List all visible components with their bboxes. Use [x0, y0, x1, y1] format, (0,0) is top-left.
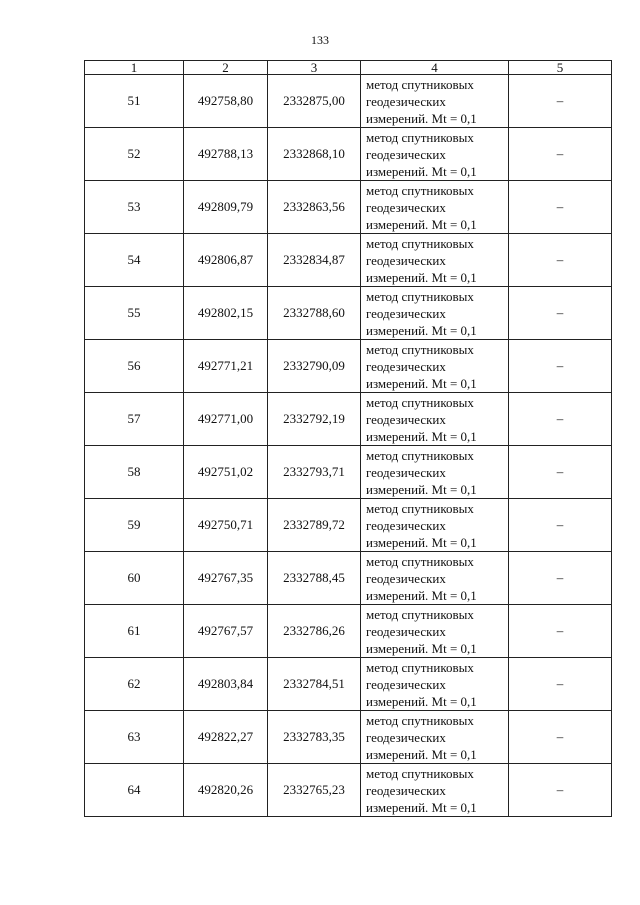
- method-line: геодезических: [366, 676, 446, 692]
- y-coordinate-cell: 2332788,45: [268, 552, 361, 605]
- method-line: метод спутниковых: [366, 76, 474, 92]
- method-line: измерений. Mt = 0,1: [366, 375, 477, 391]
- x-coordinate-cell: 492767,35: [184, 552, 268, 605]
- method-cell: [361, 393, 509, 446]
- x-coordinate-cell: 492822,27: [184, 711, 268, 764]
- y-coordinate-cell: 2332863,56: [268, 181, 361, 234]
- point-number-cell: 55: [85, 287, 184, 340]
- method-line: геодезических: [366, 146, 446, 162]
- method-line: метод спутниковых: [366, 182, 474, 198]
- x-coordinate-cell: 492788,13: [184, 128, 268, 181]
- method-line: измерений. Mt = 0,1: [366, 481, 477, 497]
- method-line: метод спутниковых: [366, 606, 474, 622]
- method-line: геодезических: [366, 252, 446, 268]
- method-line: метод спутниковых: [366, 235, 474, 251]
- point-number-cell: 64: [85, 764, 184, 817]
- method-line: метод спутниковых: [366, 659, 474, 675]
- note-cell: –: [509, 658, 612, 711]
- method-line: метод спутниковых: [366, 129, 474, 145]
- table-row: [85, 340, 612, 393]
- table-row: [85, 234, 612, 287]
- method-cell: [361, 75, 509, 128]
- method-line: геодезических: [366, 411, 446, 427]
- coordinates-table: [84, 60, 612, 817]
- method-line: измерений. Mt = 0,1: [366, 269, 477, 285]
- x-coordinate-cell: 492767,57: [184, 605, 268, 658]
- point-number-cell: 60: [85, 552, 184, 605]
- y-coordinate-cell: 2332788,60: [268, 287, 361, 340]
- y-coordinate-cell: 2332834,87: [268, 234, 361, 287]
- x-coordinate-cell: 492750,71: [184, 499, 268, 552]
- y-coordinate-cell: 2332790,09: [268, 340, 361, 393]
- table-row: [85, 128, 612, 181]
- method-line: измерений. Mt = 0,1: [366, 428, 477, 444]
- y-coordinate-cell: 2332786,26: [268, 605, 361, 658]
- method-cell: [361, 658, 509, 711]
- x-coordinate-cell: 492803,84: [184, 658, 268, 711]
- y-coordinate-cell: 2332792,19: [268, 393, 361, 446]
- table-row: [85, 711, 612, 764]
- note-cell: –: [509, 340, 612, 393]
- method-cell: [361, 764, 509, 817]
- method-line: метод спутниковых: [366, 341, 474, 357]
- point-number-cell: 52: [85, 128, 184, 181]
- y-coordinate-cell: 2332765,23: [268, 764, 361, 817]
- page-number: 133: [311, 33, 329, 47]
- method-line: геодезических: [366, 517, 446, 533]
- method-cell: [361, 605, 509, 658]
- table-row: [85, 764, 612, 817]
- method-line: измерений. Mt = 0,1: [366, 746, 477, 762]
- y-coordinate-cell: 2332868,10: [268, 128, 361, 181]
- note-cell: –: [509, 75, 612, 128]
- point-number-cell: 51: [85, 75, 184, 128]
- table-body: [85, 75, 612, 817]
- point-number-cell: 63: [85, 711, 184, 764]
- method-cell: [361, 234, 509, 287]
- table-row: [85, 181, 612, 234]
- point-number-cell: 61: [85, 605, 184, 658]
- point-number-cell: 57: [85, 393, 184, 446]
- point-number-cell: 58: [85, 446, 184, 499]
- column-header-2: 2: [184, 61, 268, 75]
- note-cell: –: [509, 764, 612, 817]
- method-cell: [361, 711, 509, 764]
- point-number-cell: 54: [85, 234, 184, 287]
- method-line: метод спутниковых: [366, 447, 474, 463]
- method-line: измерений. Mt = 0,1: [366, 110, 477, 126]
- point-number-cell: 53: [85, 181, 184, 234]
- header-row: [85, 61, 612, 75]
- method-line: геодезических: [366, 199, 446, 215]
- method-line: метод спутниковых: [366, 712, 474, 728]
- point-number-cell: 59: [85, 499, 184, 552]
- table-row: [85, 552, 612, 605]
- x-coordinate-cell: 492771,00: [184, 393, 268, 446]
- method-line: метод спутниковых: [366, 500, 474, 516]
- x-coordinate-cell: 492771,21: [184, 340, 268, 393]
- point-number-cell: 56: [85, 340, 184, 393]
- y-coordinate-cell: 2332783,35: [268, 711, 361, 764]
- note-cell: –: [509, 711, 612, 764]
- note-cell: –: [509, 234, 612, 287]
- point-number-cell: 62: [85, 658, 184, 711]
- note-cell: –: [509, 287, 612, 340]
- method-line: измерений. Mt = 0,1: [366, 216, 477, 232]
- table-row: [85, 499, 612, 552]
- method-line: геодезических: [366, 358, 446, 374]
- method-line: геодезических: [366, 623, 446, 639]
- method-cell: [361, 181, 509, 234]
- method-line: измерений. Mt = 0,1: [366, 534, 477, 550]
- y-coordinate-cell: 2332875,00: [268, 75, 361, 128]
- note-cell: –: [509, 499, 612, 552]
- table-row: [85, 287, 612, 340]
- x-coordinate-cell: 492809,79: [184, 181, 268, 234]
- method-line: измерений. Mt = 0,1: [366, 163, 477, 179]
- y-coordinate-cell: 2332784,51: [268, 658, 361, 711]
- method-line: геодезических: [366, 305, 446, 321]
- method-line: измерений. Mt = 0,1: [366, 799, 477, 815]
- x-coordinate-cell: 492751,02: [184, 446, 268, 499]
- y-coordinate-cell: 2332789,72: [268, 499, 361, 552]
- column-header-1: 1: [85, 61, 184, 75]
- table-row: [85, 75, 612, 128]
- method-line: измерений. Mt = 0,1: [366, 322, 477, 338]
- method-line: геодезических: [366, 464, 446, 480]
- note-cell: –: [509, 552, 612, 605]
- column-header-3: 3: [268, 61, 361, 75]
- table-row: [85, 658, 612, 711]
- note-cell: –: [509, 181, 612, 234]
- method-line: геодезических: [366, 570, 446, 586]
- x-coordinate-cell: 492802,15: [184, 287, 268, 340]
- note-cell: –: [509, 446, 612, 499]
- column-header-4: 4: [361, 61, 509, 75]
- method-line: геодезических: [366, 729, 446, 745]
- note-cell: –: [509, 605, 612, 658]
- method-line: метод спутниковых: [366, 288, 474, 304]
- x-coordinate-cell: 492820,26: [184, 764, 268, 817]
- x-coordinate-cell: 492758,80: [184, 75, 268, 128]
- table-row: [85, 393, 612, 446]
- method-cell: [361, 446, 509, 499]
- method-cell: [361, 128, 509, 181]
- method-cell: [361, 552, 509, 605]
- method-line: метод спутниковых: [366, 765, 474, 781]
- method-line: измерений. Mt = 0,1: [366, 693, 477, 709]
- method-cell: [361, 499, 509, 552]
- column-header-5: 5: [509, 61, 612, 75]
- table-row: [85, 446, 612, 499]
- method-cell: [361, 287, 509, 340]
- note-cell: –: [509, 393, 612, 446]
- y-coordinate-cell: 2332793,71: [268, 446, 361, 499]
- method-cell: [361, 340, 509, 393]
- method-line: геодезических: [366, 782, 446, 798]
- table-row: [85, 605, 612, 658]
- note-cell: –: [509, 128, 612, 181]
- x-coordinate-cell: 492806,87: [184, 234, 268, 287]
- method-line: метод спутниковых: [366, 394, 474, 410]
- method-line: метод спутниковых: [366, 553, 474, 569]
- method-line: геодезических: [366, 93, 446, 109]
- method-line: измерений. Mt = 0,1: [366, 587, 477, 603]
- method-line: измерений. Mt = 0,1: [366, 640, 477, 656]
